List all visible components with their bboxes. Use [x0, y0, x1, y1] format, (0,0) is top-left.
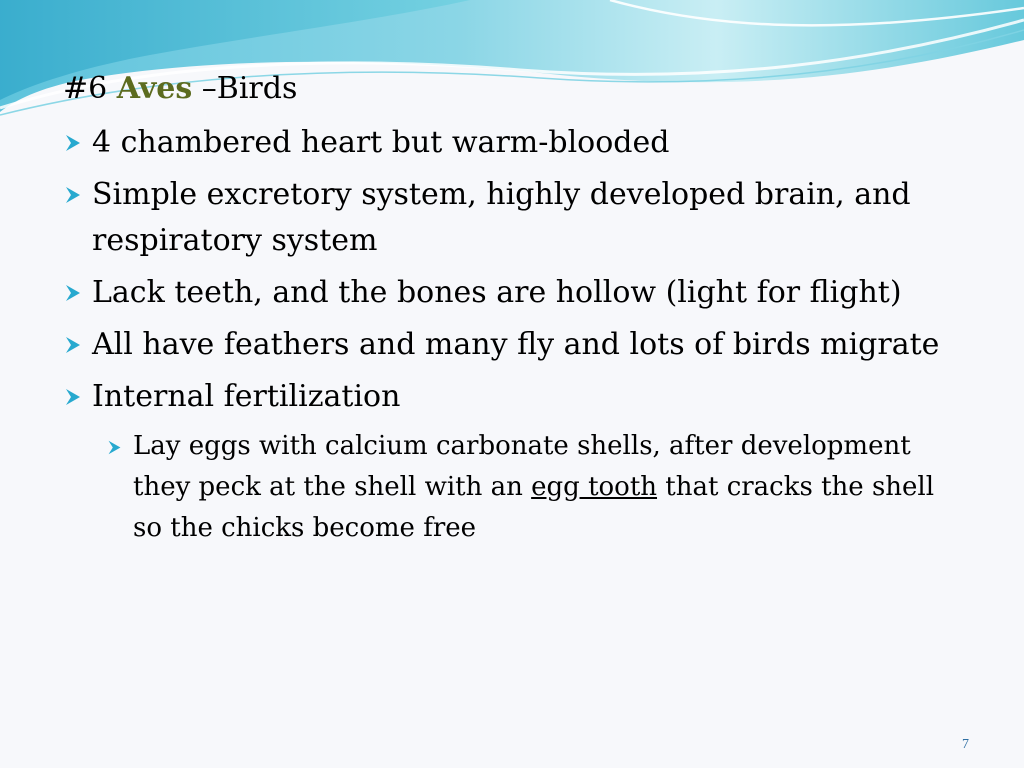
title-suffix: –Birds	[192, 71, 298, 106]
bullet-text: Lack teeth, and the bones are hollow (light for flight)	[92, 275, 902, 310]
bullet-arrow-icon	[63, 133, 83, 153]
title-prefix: #6	[63, 71, 117, 106]
bullet-text: Internal fertilization	[92, 379, 401, 414]
bullet-item	[63, 270, 963, 316]
sub-bullet-item	[106, 426, 943, 549]
bullet-item	[63, 374, 963, 420]
bullet-list	[63, 120, 963, 549]
bullet-text: All have feathers and many fly and lots of birds migrate	[92, 327, 940, 362]
bullet-item	[63, 120, 963, 166]
bullet-item	[63, 322, 963, 368]
bullet-arrow-icon	[63, 185, 83, 205]
bullet-arrow-icon	[63, 283, 83, 303]
title-highlight-aves: Aves	[116, 71, 193, 106]
slide-title	[63, 70, 297, 108]
bullet-text: Simple excretory system, highly developed brain, and respiratory system	[92, 177, 911, 258]
bullet-arrow-icon	[63, 387, 83, 407]
sub-bullet-text-before: Lay eggs with calcium carbonate shells, after development they peck at the shell with an	[133, 431, 911, 502]
sub-bullet-arrow-icon	[106, 439, 123, 456]
bullet-text: 4 chambered heart but warm-blooded	[92, 125, 670, 160]
sub-bullet-text-after: that cracks the shell so the chicks become free	[133, 472, 935, 543]
page-number: 7	[962, 737, 969, 752]
bullet-arrow-icon	[63, 335, 83, 355]
bullet-item	[63, 172, 963, 264]
egg-tooth-term: egg tooth	[531, 472, 658, 502]
